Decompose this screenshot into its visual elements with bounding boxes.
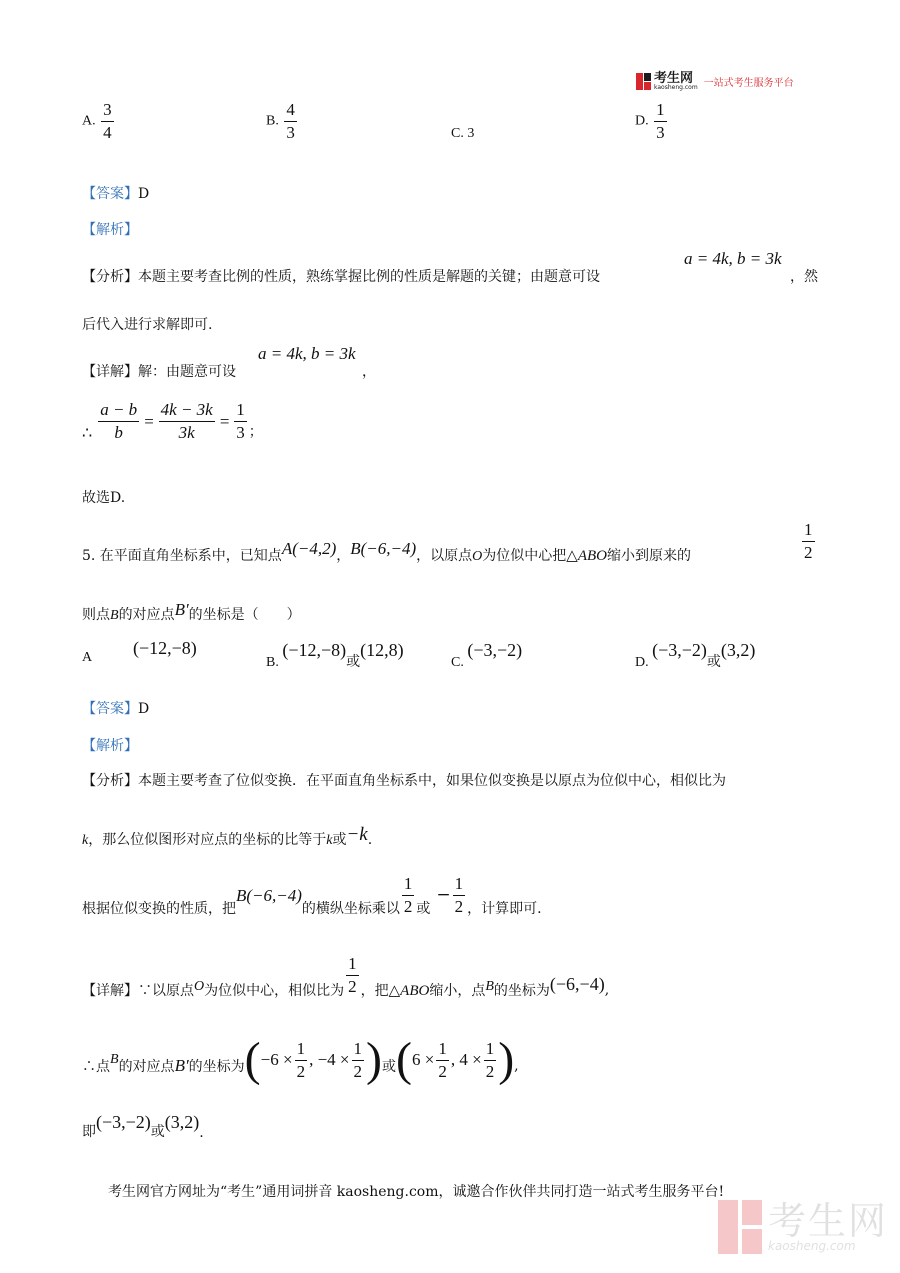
watermark-logo-icon bbox=[718, 1200, 762, 1254]
fenxi-text: 【分析】本题主要考查比例的性质，熟练掌握比例的性质是解题的关键；由题意可设 bbox=[82, 269, 600, 285]
or-text: 或 bbox=[150, 1124, 165, 1140]
logo-slogan: 一站式考生服务平台 bbox=[703, 78, 794, 89]
q4-answer bbox=[82, 183, 149, 203]
fraction bbox=[234, 400, 247, 443]
header-logo bbox=[636, 72, 794, 91]
detail-text: 为位似中心，相似比为 bbox=[204, 983, 345, 999]
fenxi-text: ，那么位似图形对应点的坐标的比等于 bbox=[88, 832, 327, 848]
option-label: D. bbox=[635, 655, 649, 670]
stem-text: 为位似中心把 bbox=[482, 548, 567, 564]
numerator: 3 bbox=[101, 100, 114, 122]
denominator: 3 bbox=[286, 123, 295, 142]
q5-option-c bbox=[451, 640, 523, 671]
q4-option-c bbox=[451, 126, 474, 142]
q4-conclusion: 故选D. bbox=[82, 490, 126, 506]
comma: , bbox=[604, 982, 610, 998]
numerator: 1 bbox=[234, 400, 247, 422]
option-value: (12,8) bbox=[360, 640, 404, 660]
final-value: (−3,−2) bbox=[96, 1112, 151, 1132]
denominator: 2 bbox=[353, 1061, 363, 1081]
option-label: B. bbox=[266, 655, 279, 670]
q5-fenxi-line2 bbox=[82, 824, 373, 850]
watermark-domain: kaosheng.com bbox=[768, 1239, 856, 1253]
fraction bbox=[352, 1039, 365, 1082]
fraction bbox=[295, 1039, 308, 1082]
q5-therefore bbox=[82, 1033, 519, 1086]
coord-term: 6 × bbox=[412, 1050, 435, 1069]
option-or: 或 bbox=[346, 655, 361, 670]
neg-k-symbol: −k bbox=[346, 824, 368, 845]
denominator: 2 bbox=[296, 1061, 306, 1081]
denominator: 2 bbox=[438, 1061, 447, 1081]
answer-value: D bbox=[138, 186, 150, 202]
q5-half bbox=[800, 520, 817, 563]
coord-term: , −4 × bbox=[309, 1050, 350, 1069]
answer-value: D bbox=[138, 701, 150, 717]
denominator: 3 bbox=[656, 123, 665, 142]
logo-name: 考生网 bbox=[654, 71, 694, 86]
q4-detail-comma: ， bbox=[362, 364, 376, 380]
therefore-symbol: ∴ bbox=[82, 423, 93, 442]
q4-option-b bbox=[266, 100, 299, 143]
fraction bbox=[346, 954, 359, 997]
q5-detail bbox=[82, 950, 609, 1000]
origin-o: O bbox=[472, 549, 483, 564]
point-b-label: B bbox=[110, 1052, 119, 1067]
numerator: 1 bbox=[295, 1039, 308, 1061]
option-label: D. bbox=[635, 113, 649, 129]
therefore-text: ∴点 bbox=[82, 1059, 110, 1075]
fraction bbox=[654, 100, 667, 143]
stem-text: ， bbox=[336, 548, 351, 564]
watermark-name: 考生网 bbox=[768, 1199, 889, 1243]
triangle-abo: △ABO bbox=[566, 548, 607, 564]
denominator: 2 bbox=[485, 1061, 495, 1081]
paren-open: ( bbox=[396, 1033, 412, 1086]
option-value: (−3,−2) bbox=[652, 640, 707, 660]
paren-close: ) bbox=[498, 1033, 515, 1086]
footer-text: 考生网官方网址为“考生”通用词拼音 kaosheng.com，诚邀合作伙伴共同打造一站式考生服务平台! bbox=[108, 1184, 725, 1200]
final-text: 即 bbox=[82, 1124, 96, 1140]
option-or: 或 bbox=[706, 655, 721, 670]
origin-o: O bbox=[194, 979, 205, 994]
point-b-prime: B′ bbox=[174, 600, 189, 619]
comma: , bbox=[514, 1058, 519, 1074]
option-value: (−12,−8) bbox=[282, 640, 347, 660]
option-value: (−3,−2) bbox=[467, 640, 523, 660]
option-value: (3,2) bbox=[720, 640, 756, 660]
gen-text: 的横纵坐标乘以 bbox=[301, 901, 400, 917]
answer-tag: 【答案】 bbox=[82, 186, 138, 202]
coord-term: , 4 × bbox=[450, 1050, 482, 1069]
point-b-prime: B′ bbox=[174, 1056, 189, 1075]
option-label: C. bbox=[451, 126, 464, 141]
stem-text: 5. 在平面直角坐标系中，已知点 bbox=[82, 548, 282, 564]
numerator: 1 bbox=[484, 1039, 497, 1061]
q5-final bbox=[82, 1112, 204, 1141]
or-text: 或 bbox=[416, 901, 431, 917]
numerator: 1 bbox=[346, 954, 359, 976]
q5-option-a-value: (−12,−8) bbox=[133, 638, 197, 658]
denominator: 3 bbox=[236, 423, 245, 442]
q4-option-d bbox=[635, 100, 669, 143]
point-b-coord: (−6,−4) bbox=[549, 973, 605, 994]
fraction bbox=[453, 874, 466, 917]
fraction bbox=[484, 1039, 497, 1082]
fraction bbox=[98, 400, 139, 443]
q4-line2: 后代入进行求解即可. bbox=[82, 317, 213, 333]
k-symbol: k bbox=[82, 833, 89, 848]
numerator: 1 bbox=[802, 520, 815, 542]
equals: = bbox=[218, 411, 231, 431]
q5-stem-line1 bbox=[82, 539, 691, 565]
watermark bbox=[718, 1200, 888, 1254]
fraction bbox=[436, 1039, 449, 1082]
q4-detail-expr: a = 4k, b = 3k bbox=[258, 344, 356, 363]
fraction bbox=[101, 100, 114, 143]
denominator: 2 bbox=[403, 896, 413, 916]
option-label: C. bbox=[451, 655, 464, 670]
detail-text: ，把 bbox=[360, 983, 389, 999]
numerator: 4k − 3k bbox=[159, 400, 215, 422]
detail-text: 的坐标为 bbox=[493, 983, 550, 999]
denominator: 3k bbox=[178, 423, 195, 442]
logo-domain: kaosheng.com bbox=[654, 84, 698, 91]
stem-text: 缩小到原来的 bbox=[606, 548, 691, 564]
or-text: 或 bbox=[332, 832, 347, 848]
q4-equation bbox=[82, 400, 263, 443]
detail-text: 【详解】∵以原点 bbox=[82, 983, 194, 999]
equals: = bbox=[143, 411, 155, 431]
or-text: 或 bbox=[382, 1059, 397, 1075]
point-b: B(−6,−4) bbox=[350, 539, 417, 558]
fraction bbox=[402, 874, 415, 917]
numerator: 1 bbox=[436, 1039, 449, 1061]
paren-close: ) bbox=[366, 1033, 383, 1086]
period: . bbox=[367, 832, 373, 848]
q4-option-a bbox=[82, 100, 116, 143]
q4-expr-ab: a = 4k, b = 3k bbox=[684, 249, 782, 268]
option-value: 3 bbox=[467, 126, 475, 141]
stem-text: ，以原点 bbox=[416, 548, 473, 564]
minus-sign: − bbox=[436, 885, 451, 905]
numerator: 1 bbox=[402, 874, 415, 896]
denominator: 2 bbox=[348, 976, 357, 996]
q5-option-b bbox=[266, 640, 404, 671]
numerator: 4 bbox=[284, 100, 297, 122]
numerator: 1 bbox=[654, 100, 667, 122]
q4-fenxi bbox=[82, 266, 600, 286]
coord-term: −6 × bbox=[260, 1050, 293, 1069]
q5-option-d bbox=[635, 640, 756, 671]
denominator: 2 bbox=[804, 543, 813, 562]
therefore-text: 的坐标为 bbox=[188, 1059, 245, 1075]
denominator: 4 bbox=[103, 123, 112, 142]
stem-text: 则点 bbox=[82, 607, 110, 623]
detail-text: 缩小，点 bbox=[429, 983, 486, 999]
q5-stem-line2 bbox=[82, 600, 301, 624]
gen-text: 根据位似变换的性质，把 bbox=[82, 901, 236, 917]
numerator: 1 bbox=[453, 874, 466, 896]
q5-answer bbox=[82, 698, 149, 718]
fraction bbox=[159, 400, 215, 443]
answer-tag: 【答案】 bbox=[82, 701, 138, 717]
final-value: (3,2) bbox=[164, 1112, 200, 1132]
gen-text: ，计算即可. bbox=[467, 901, 542, 917]
point-b-label: B bbox=[485, 979, 494, 994]
q4-analysis-tag: 【解析】 bbox=[82, 222, 138, 238]
stem-text: 的坐标是（ ） bbox=[188, 607, 301, 623]
gen-point-b: B(−6,−4) bbox=[236, 886, 302, 905]
point-a: A(−4,2) bbox=[281, 539, 337, 558]
period: . bbox=[199, 1125, 204, 1141]
fraction bbox=[802, 520, 815, 563]
numerator: a − b bbox=[98, 400, 139, 422]
q5-gen bbox=[82, 872, 542, 918]
denominator: b bbox=[114, 423, 123, 442]
numerator: 1 bbox=[352, 1039, 365, 1061]
stem-text: 的对应点 bbox=[118, 607, 175, 623]
option-label: B. bbox=[266, 113, 279, 129]
q5-analysis-tag: 【解析】 bbox=[82, 738, 138, 754]
option-label: A. bbox=[82, 113, 96, 129]
kaosheng-logo-icon bbox=[636, 73, 651, 90]
denominator: 2 bbox=[454, 896, 464, 916]
triangle-abo: △ABO bbox=[388, 982, 430, 999]
fraction bbox=[284, 100, 297, 143]
paren-open: ( bbox=[244, 1033, 261, 1086]
q5-fenxi-line1: 【分析】本题主要考查了位似变换．在平面直角坐标系中，如果位似变换是以原点为位似中心，相似比为 bbox=[82, 773, 726, 789]
semicolon: ； bbox=[248, 423, 263, 440]
point-b-label: B bbox=[110, 608, 119, 623]
k-symbol: k bbox=[326, 833, 333, 848]
q4-detail: 【详解】解：由题意可设 bbox=[82, 364, 236, 380]
q4-ran: ，然 bbox=[790, 269, 818, 285]
q5-option-a-label: A bbox=[82, 650, 93, 665]
therefore-text: 的对应点 bbox=[118, 1059, 175, 1075]
